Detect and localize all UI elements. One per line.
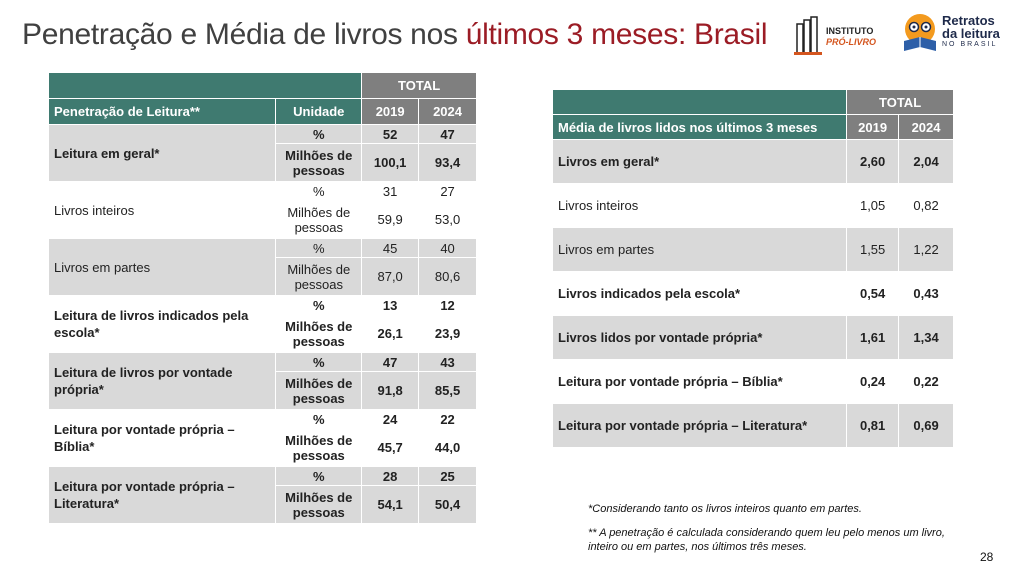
unit-millions: Milhões de pessoas (276, 315, 362, 353)
value-2024-percent: 27 (419, 182, 477, 201)
row-label: Livros inteiros (553, 184, 847, 228)
value-2019: 1,05 (847, 184, 899, 228)
instituto-pro-livro-logo (790, 16, 898, 56)
value-2024-millions: 44,0 (419, 429, 477, 467)
books-icon (794, 16, 824, 56)
value-2024-millions: 53,0 (419, 201, 477, 239)
page-title (22, 18, 767, 52)
value-2019-percent: 13 (362, 296, 419, 315)
value-2024: 0,43 (899, 272, 954, 316)
row-label: Livros em partes (553, 228, 847, 272)
value-2019: 0,81 (847, 404, 899, 448)
row-label: Leitura em geral* (49, 125, 276, 182)
table-row (553, 316, 954, 360)
row-label: Leitura de livros indicados pela escola* (49, 296, 276, 353)
retratos-line3: NO BRASIL (942, 41, 998, 48)
table-row (49, 410, 477, 429)
value-2024-percent: 12 (419, 296, 477, 315)
average-books-table (552, 89, 954, 448)
value-2024-percent: 25 (419, 467, 477, 486)
column-header-2024: 2024 (419, 99, 477, 125)
page-title-part2: últimos 3 meses: Brasil (465, 18, 768, 51)
value-2024: 0,69 (899, 404, 954, 448)
row-label: Livros inteiros (49, 182, 276, 239)
retratos-da-leitura-logo (902, 10, 1015, 60)
unit-millions: Milhões de pessoas (276, 258, 362, 296)
row-label: Leitura por vontade própria – Bíblia* (49, 410, 276, 467)
table-row (49, 182, 477, 201)
row-label: Leitura por vontade própria – Literatura* (49, 467, 276, 524)
table-row (49, 125, 477, 144)
value-2024-percent: 22 (419, 410, 477, 429)
unit-millions: Milhões de pessoas (276, 486, 362, 524)
column-header-2019: 2019 (847, 115, 899, 140)
value-2024-millions: 80,6 (419, 258, 477, 296)
value-2019-millions: 45,7 (362, 429, 419, 467)
table-row (49, 467, 477, 486)
value-2019-millions: 59,9 (362, 201, 419, 239)
row-label: Livros em geral* (553, 140, 847, 184)
column-header-2019: 2019 (362, 99, 419, 125)
value-2019-percent: 24 (362, 410, 419, 429)
value-2019: 1,61 (847, 316, 899, 360)
instituto-line2: PRÓ-LIVRO (826, 37, 877, 47)
instituto-line1: INSTITUTO (826, 26, 874, 36)
value-2024: 0,22 (899, 360, 954, 404)
reader-face-icon (902, 13, 938, 53)
value-2024-percent: 47 (419, 125, 477, 144)
unit-millions: Milhões de pessoas (276, 429, 362, 467)
value-2019: 0,54 (847, 272, 899, 316)
column-header-2024: 2024 (899, 115, 954, 140)
value-2019-millions: 26,1 (362, 315, 419, 353)
table-header-empty (553, 90, 847, 115)
table-row (553, 360, 954, 404)
retratos-text (942, 14, 1000, 50)
column-header-label: Média de livros lidos nos últimos 3 meses (553, 115, 847, 140)
table-row (49, 239, 477, 258)
column-header-unit: Unidade (276, 99, 362, 125)
page-number: 28 (980, 550, 994, 564)
value-2024-millions: 93,4 (419, 144, 477, 182)
row-label: Leitura por vontade própria – Literatura* (553, 404, 847, 448)
column-header-label: Penetração de Leitura** (49, 99, 276, 125)
unit-percent: % (276, 239, 362, 258)
instituto-text (826, 26, 876, 48)
row-label: Leitura de livros por vontade própria* (49, 353, 276, 410)
unit-millions: Milhões de pessoas (276, 201, 362, 239)
table-row (553, 228, 954, 272)
value-2019: 2,60 (847, 140, 899, 184)
table-row (49, 353, 477, 372)
value-2019-millions: 54,1 (362, 486, 419, 524)
unit-percent: % (276, 410, 362, 429)
penetration-table (48, 72, 477, 524)
logos (790, 10, 1015, 60)
total-header: TOTAL (847, 90, 954, 115)
value-2019-percent: 45 (362, 239, 419, 258)
retratos-line2: da leitura (942, 26, 1000, 41)
value-2019-millions: 91,8 (362, 372, 419, 410)
value-2019-percent: 28 (362, 467, 419, 486)
value-2019-percent: 31 (362, 182, 419, 201)
table-row (553, 272, 954, 316)
value-2019-millions: 100,1 (362, 144, 419, 182)
table-row (553, 404, 954, 448)
unit-percent: % (276, 296, 362, 315)
value-2019: 1,55 (847, 228, 899, 272)
unit-percent: % (276, 467, 362, 486)
unit-percent: % (276, 182, 362, 201)
value-2019: 0,24 (847, 360, 899, 404)
table-row (553, 140, 954, 184)
value-2024: 1,22 (899, 228, 954, 272)
value-2024: 2,04 (899, 140, 954, 184)
value-2024-millions: 50,4 (419, 486, 477, 524)
value-2024-millions: 23,9 (419, 315, 477, 353)
footnote-2: ** A penetração é calculada considerando quem leu pelo menos um livro, inteiro ou em partes, nos últimos três meses. (588, 527, 945, 553)
value-2024-millions: 85,5 (419, 372, 477, 410)
value-2024-percent: 40 (419, 239, 477, 258)
row-label: Livros indicados pela escola* (553, 272, 847, 316)
value-2024-percent: 43 (419, 353, 477, 372)
row-label: Livros lidos por vontade própria* (553, 316, 847, 360)
footnotes (588, 502, 958, 564)
table-header-empty (49, 73, 362, 99)
retratos-line1: Retratos (942, 13, 995, 28)
row-label: Livros em partes (49, 239, 276, 296)
value-2024: 0,82 (899, 184, 954, 228)
unit-millions: Milhões de pessoas (276, 144, 362, 182)
unit-millions: Milhões de pessoas (276, 372, 362, 410)
total-header: TOTAL (362, 73, 477, 99)
unit-percent: % (276, 125, 362, 144)
value-2019-percent: 47 (362, 353, 419, 372)
value-2019-percent: 52 (362, 125, 419, 144)
footnote-1: *Considerando tanto os livros inteiros quanto em partes. (588, 503, 862, 515)
page-title-part1: Penetração e Média de livros nos (22, 18, 466, 51)
row-label: Leitura por vontade própria – Bíblia* (553, 360, 847, 404)
table-row (553, 184, 954, 228)
unit-percent: % (276, 353, 362, 372)
table-row (49, 296, 477, 315)
value-2019-millions: 87,0 (362, 258, 419, 296)
value-2024: 1,34 (899, 316, 954, 360)
